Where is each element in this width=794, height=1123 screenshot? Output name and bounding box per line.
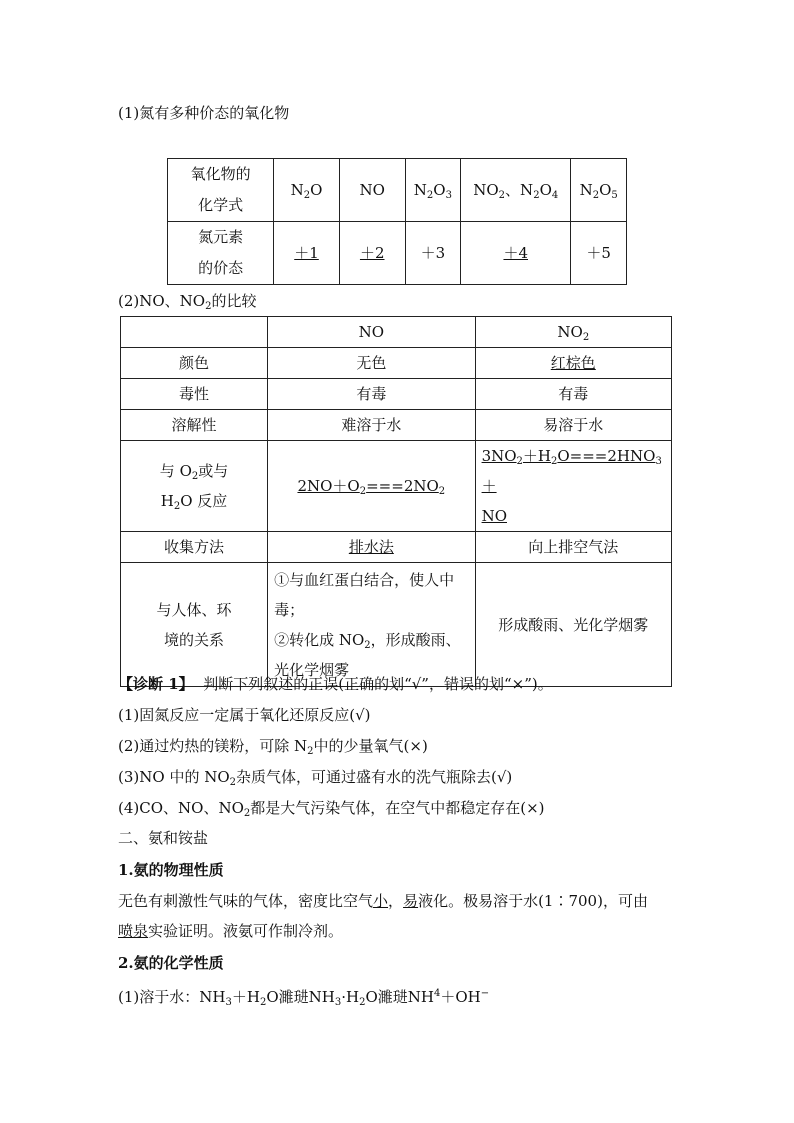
formula-n2o3: $N_2O_3$ <box>405 159 461 222</box>
environment-no2: 形成酸雨、光化学烟雾 <box>475 563 671 687</box>
row-label-collection: 收集方法 <box>121 532 268 563</box>
diagnosis-item-4: (4)CO、NO、$NO_2$都是大气污染气体，在空气中都稳定存在(×) <box>118 799 545 819</box>
diagnosis-instruction: 判断下列叙述的正误(正确的划“√”，错误的划“×”)。 <box>203 675 553 693</box>
solubility-no2: 易溶于水 <box>475 410 671 441</box>
ammonia-physical-line1: 无色有刺激性气味的气体，密度比空气小，易液化。极易溶于水(1∶700)，可由 <box>118 892 648 910</box>
header-no2: $NO_2$ <box>475 317 671 348</box>
oxides-table <box>167 158 627 285</box>
ammonia-dissolve-equation: (1)溶于水：$NH_3+H_2O$濉琎$NH_3\cdot H_2O$濉琎$NH^4+OH^-$ <box>118 988 490 1008</box>
color-no2: 红棕色 <box>475 348 671 379</box>
solubility-no: 难溶于水 <box>268 410 475 441</box>
row-label-environment: 与人体、环 境的关系 <box>121 563 268 687</box>
row-label-solubility: 溶解性 <box>121 410 268 441</box>
valence-2: ＋2 <box>339 222 405 285</box>
valence-4: ＋4 <box>461 222 571 285</box>
header-empty <box>121 317 268 348</box>
diagnosis-item-1: (1)固氮反应一定属于氧化还原反应(√) <box>118 706 371 724</box>
valence-5: ＋5 <box>571 222 627 285</box>
formula-n2o: $N_2O$ <box>274 159 340 222</box>
diagnosis-item-2: (2)通过灼热的镁粉，可除 $N_2$中的少量氧气(×) <box>118 737 428 757</box>
diagnosis-tag: 【诊断 1】 <box>118 675 194 693</box>
reaction-no2: $3NO_2+H_2O===2HNO_3+$ NO <box>475 441 671 532</box>
reaction-no: $2NO+O_2===2NO_2$ <box>268 441 475 532</box>
toxicity-no: 有毒 <box>268 379 475 410</box>
oxides-row-label-formula: 氧化物的 化学式 <box>168 159 274 222</box>
diagnosis-item-3: (3)NO 中的 $NO_2$杂质气体，可通过盛有水的洗气瓶除去(√) <box>118 768 513 788</box>
header-no: NO <box>268 317 475 348</box>
diagnosis-heading <box>118 675 553 693</box>
formula-n2o5: $N_2O_5$ <box>571 159 627 222</box>
section-title-oxides: (1)氮有多种价态的氧化物 <box>118 104 290 122</box>
row-label-color: 颜色 <box>121 348 268 379</box>
color-no: 无色 <box>268 348 475 379</box>
ammonia-chemical-title: 2.氨的化学性质 <box>118 954 224 972</box>
formula-no2-n2o4: $NO_2$、$N_2O_4$ <box>461 159 571 222</box>
ammonia-physical-title: 1.氨的物理性质 <box>118 861 224 879</box>
section-title-comparison: (2)NO、$NO_2$的比较 <box>118 292 257 312</box>
collection-no2: 向上排空气法 <box>475 532 671 563</box>
valence-1: ＋1 <box>274 222 340 285</box>
oxides-row-label-valence: 氮元素 的价态 <box>168 222 274 285</box>
section-ammonia-title: 二、氨和铵盐 <box>118 829 209 847</box>
row-label-reaction: 与 $O_2$或与 $H_2O$ 反应 <box>121 441 268 532</box>
collection-no: 排水法 <box>268 532 475 563</box>
ammonia-physical-line2: 喷泉实验证明。液氨可作制冷剂。 <box>118 922 344 940</box>
formula-no: NO <box>339 159 405 222</box>
valence-3: ＋3 <box>405 222 461 285</box>
environment-no: ①与血红蛋白结合，使人中 毒； ②转化成 $NO_2$，形成酸雨、 光化学烟雾 <box>268 563 475 687</box>
toxicity-no2: 有毒 <box>475 379 671 410</box>
row-label-toxicity: 毒性 <box>121 379 268 410</box>
comparison-table <box>120 316 672 687</box>
